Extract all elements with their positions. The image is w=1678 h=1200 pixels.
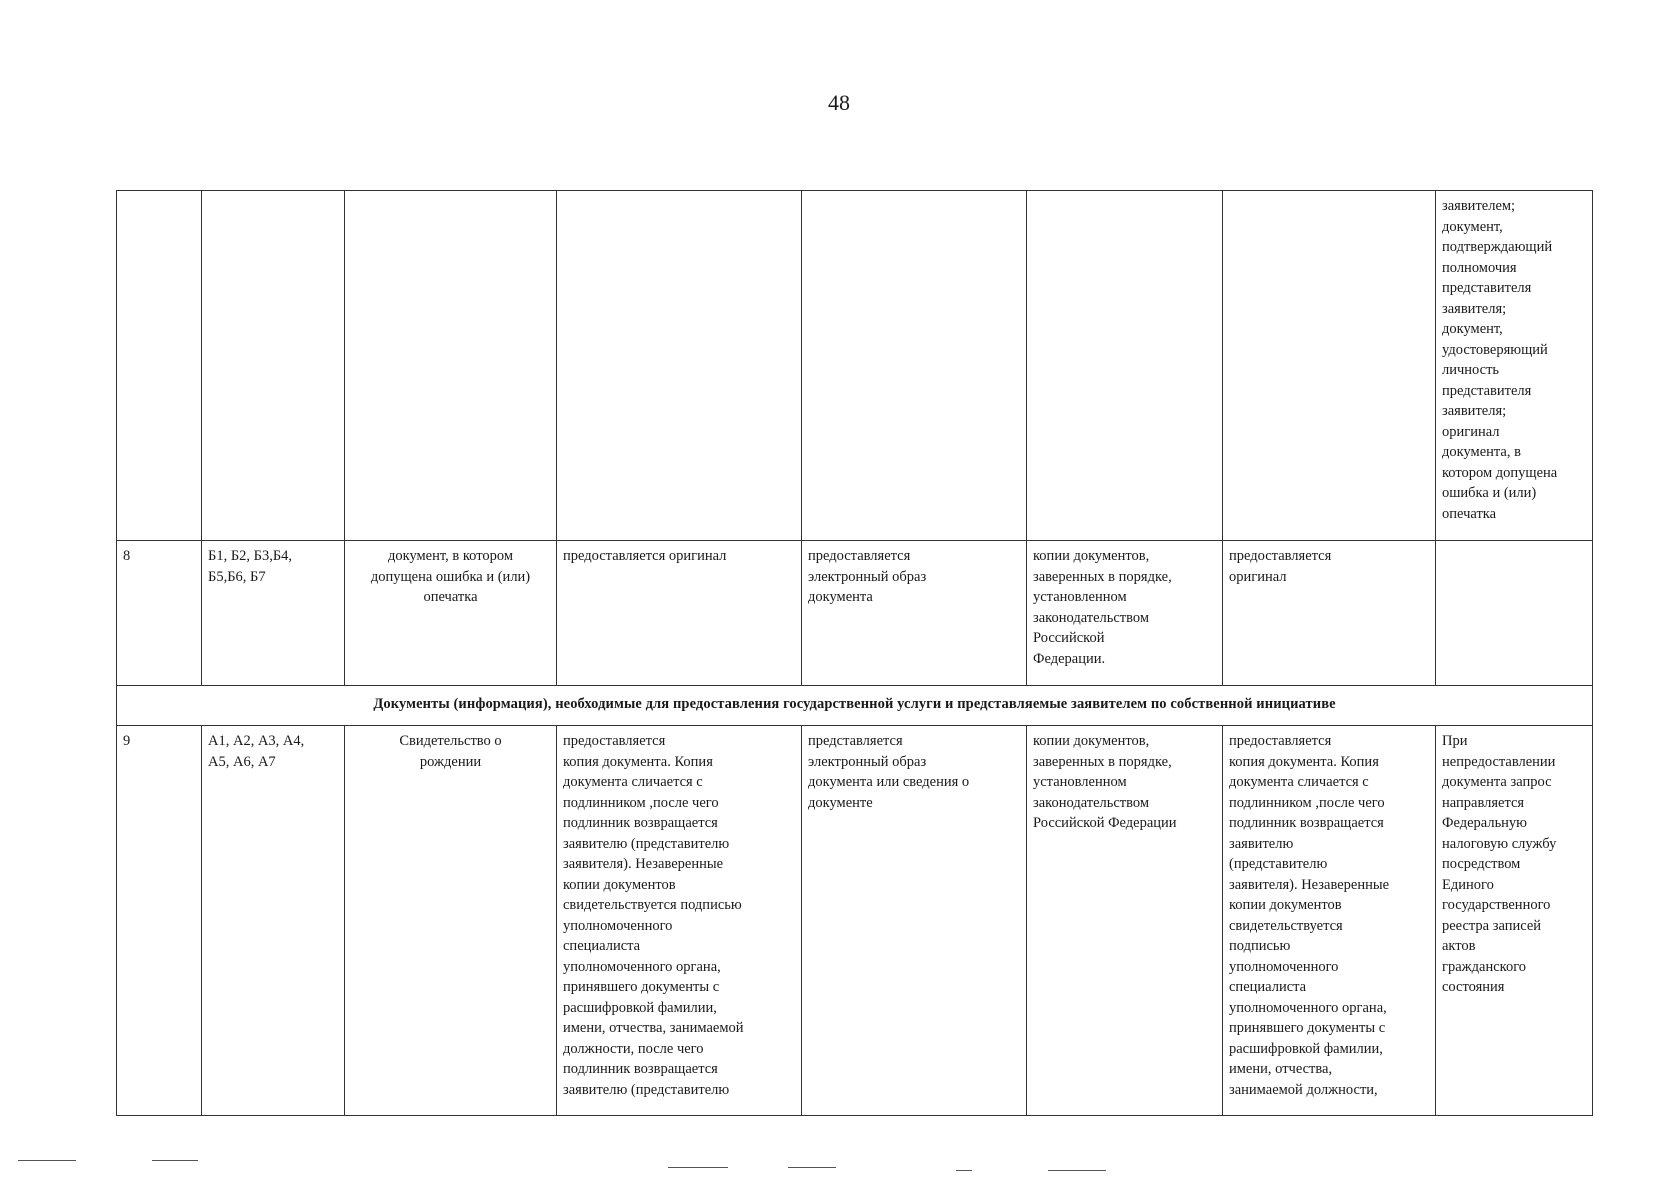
cell-col6 xyxy=(1027,191,1223,541)
page-number: 48 xyxy=(828,90,850,115)
cell-num xyxy=(117,191,202,541)
scan-artifact xyxy=(18,1160,76,1161)
cell-col4 xyxy=(557,541,802,686)
cell-col5 xyxy=(802,726,1027,1116)
cell-text: предоставляется копия документа. Копия документа сличается с подлинником ,после чего подлинник возвращается заявителю (представителю заявителя). Незаверенные копии документов свидетельствуется подписью уполномоченного специалиста уполномоченного органа, принявшего документы с расшифровкой фамилии, имени, отчества, занимаемой должности, после чего подлинник возвращается заявителю (представителю xyxy=(563,733,744,1098)
section-header-row xyxy=(117,686,1593,726)
scan-artifact xyxy=(668,1167,728,1168)
row-number: 8 xyxy=(123,548,131,564)
cell-document xyxy=(345,541,557,686)
cell-document xyxy=(345,726,557,1116)
cell-col8 xyxy=(1436,191,1593,541)
cell-document xyxy=(345,191,557,541)
table-row-9 xyxy=(117,726,1593,1116)
cell-col6 xyxy=(1027,726,1223,1116)
cell-text: При непредоставлении документа запрос направляется Федеральную налоговую службу посредством Единого государственного реестра записей актов гражданского состояния xyxy=(1442,733,1557,995)
cell-col7 xyxy=(1223,191,1436,541)
cell-text: предоставляется оригинал xyxy=(1229,548,1332,585)
document-name: Свидетельство о рождении xyxy=(399,733,502,770)
cell-codes xyxy=(202,726,345,1116)
cell-col4 xyxy=(557,726,802,1116)
cell-col4 xyxy=(557,191,802,541)
cell-text: копии документов, заверенных в порядке, установленном законодательством Российской Федерации xyxy=(1033,733,1177,831)
cell-text: предоставляется электронный образ документа xyxy=(808,548,927,605)
cell-col8 xyxy=(1436,726,1593,1116)
applicant-codes: А1, А2, А3, А4, А5, А6, А7 xyxy=(208,733,305,770)
cell-num xyxy=(117,726,202,1116)
cell-text: предоставляется копия документа. Копия документа сличается с подлинником ,после чего подлинник возвращается заявителю (представителю заявителя). Незаверенные копии документов свидетельствуется подписью уполномоченного специалиста уполномоченного органа, принявшего документы с расшифровкой фамилии, имени, отчества, занимаемой должности, xyxy=(1229,733,1390,1098)
cell-col7 xyxy=(1223,726,1436,1116)
documents-table xyxy=(116,190,1593,1116)
cell-col6 xyxy=(1027,541,1223,686)
cell-codes xyxy=(202,191,345,541)
cell-text: предоставляется оригинал xyxy=(563,548,727,564)
cell-num xyxy=(117,541,202,686)
applicant-codes: Б1, Б2, Б3,Б4, Б5,Б6, Б7 xyxy=(208,548,293,585)
scan-artifact xyxy=(956,1170,972,1171)
cell-col8 xyxy=(1436,541,1593,686)
cell-col5 xyxy=(802,541,1027,686)
document-name: документ, в котором допущена ошибка и (или) опечатка xyxy=(370,548,531,605)
cell-col5 xyxy=(802,191,1027,541)
cell-codes xyxy=(202,541,345,686)
row-number: 9 xyxy=(123,733,131,749)
table-row-continuation xyxy=(117,191,1593,541)
section-header: Документы (информация), необходимые для предоставления государственной услуги и представляемые заявителем по собственной инициативе xyxy=(117,686,1593,726)
cell-text: копии документов, заверенных в порядке, установленном законодательством Российской Федерации. xyxy=(1033,548,1172,667)
cell-text: заявителем; документ, подтверждающий полномочия представителя заявителя; документ, удостоверяющий личность представителя заявителя; оригинал документа, в котором допущена ошибка и (или) опечатка xyxy=(1442,198,1558,522)
cell-text: представляется электронный образ документа или сведения о документе xyxy=(808,733,970,811)
scan-artifact xyxy=(152,1160,198,1161)
cell-col7 xyxy=(1223,541,1436,686)
scan-artifact xyxy=(1048,1170,1106,1171)
scan-artifact xyxy=(788,1167,836,1168)
table-row-8 xyxy=(117,541,1593,686)
